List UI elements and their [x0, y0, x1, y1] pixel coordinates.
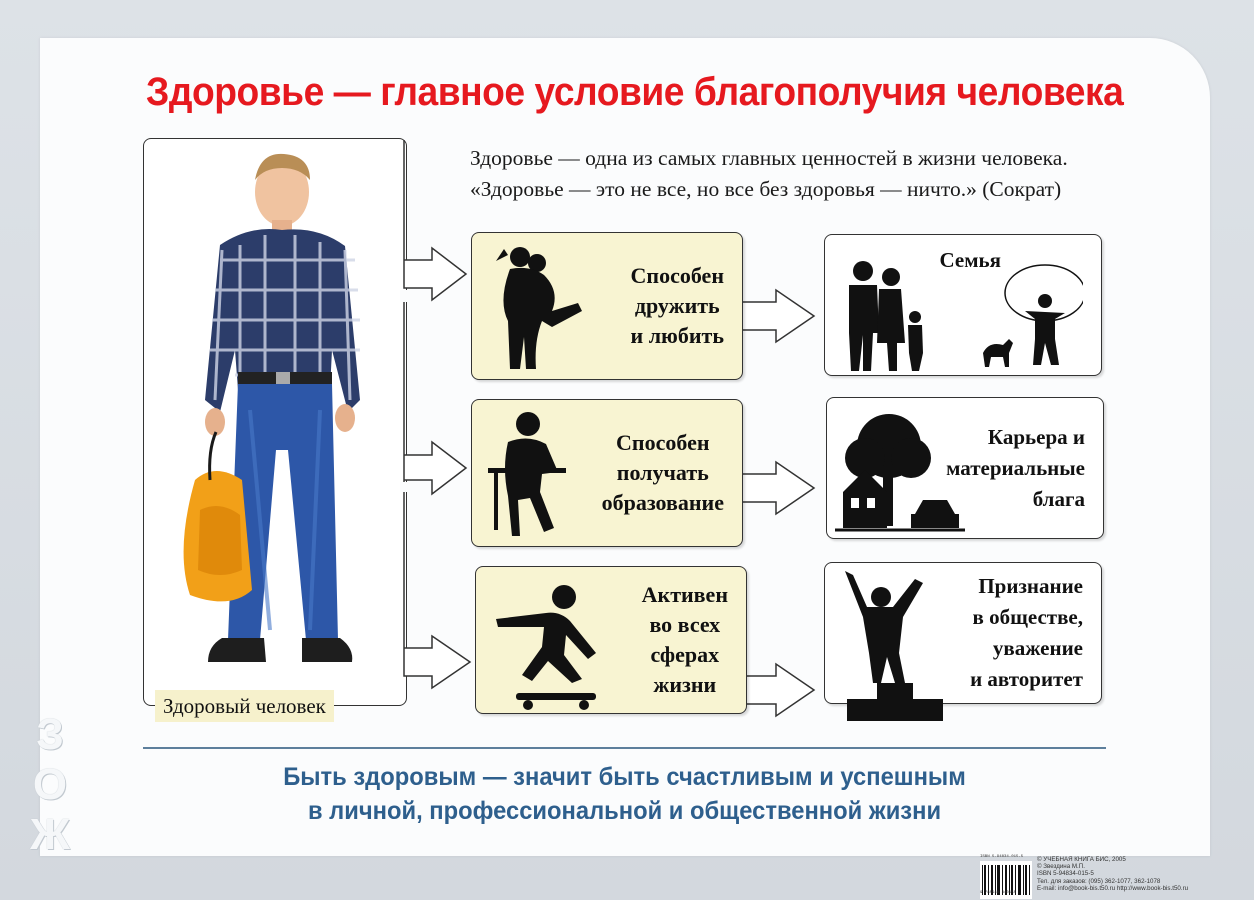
divider-line — [143, 747, 1106, 749]
outcome-text-recognition: Признание в обществе, уважение и авторитет — [970, 574, 1083, 691]
vertical-zozh-label: З О Ж — [30, 710, 70, 859]
slogan-line-1: Быть здоровым — значит быть счастливым и успешным — [283, 763, 966, 791]
slogan — [167, 760, 1082, 828]
ability-card-active — [475, 566, 747, 714]
outcome-text-career: Карьера и материальные блага — [946, 424, 1085, 511]
arrow-person-to-ability-2 — [404, 300, 466, 494]
poster-title: Здоровье — главное условие благополучия человека — [146, 70, 1124, 114]
student-desk-silhouette-icon — [482, 408, 572, 538]
quote-line-1: Здоровье — одна из самых главных ценностей в жизни человека. — [470, 146, 1068, 170]
outcome-text-family: Семья — [939, 248, 1001, 272]
person-label: Здоровый человек — [155, 690, 334, 722]
outcome-card-career — [826, 397, 1104, 539]
skateboarder-silhouette-icon — [486, 575, 606, 715]
arrow-ability-1-to-outcome-1 — [742, 290, 814, 342]
barcode-isbn: ISBN 5-94834-015-5 — [980, 855, 1024, 859]
ability-text-love: Способен дружить и любить — [630, 263, 724, 348]
outcome-card-family — [824, 234, 1102, 376]
ability-text-education: Способен получать образование — [601, 430, 724, 515]
quote-line-2: «Здоровье — это не все, но все без здоровья — ничто.» (Сократ) — [470, 177, 1062, 201]
ability-card-education — [471, 399, 743, 547]
outcome-card-recognition — [824, 562, 1102, 704]
slogan-line-2: в личной, профессиональной и общественной жизни — [307, 797, 942, 825]
arrow-person-to-ability-1 — [404, 140, 466, 300]
hug-silhouette-icon — [482, 241, 592, 371]
ability-text-active: Активен во всех сферах жизни — [641, 582, 728, 697]
barcode-number: 9 785948 340155 — [980, 891, 1017, 895]
arrow-ability-2-to-outcome-2 — [742, 462, 814, 514]
ability-card-love — [471, 232, 743, 380]
publisher-imprint: © УЧЕБНАЯ КНИГА БИС, 2005 © Звездина М.П. ISBN 5-94834-015-5 Тел. для заказов: (095) 362-1077, 362-1078 E-mail: info@book-bis.t50.ru http://www.book-bis.t50.ru — [1037, 856, 1189, 892]
arrow-ability-3-to-outcome-3 — [742, 664, 814, 716]
podium-winner-icon — [833, 571, 953, 721]
arrow-person-to-ability-3 — [404, 490, 470, 688]
